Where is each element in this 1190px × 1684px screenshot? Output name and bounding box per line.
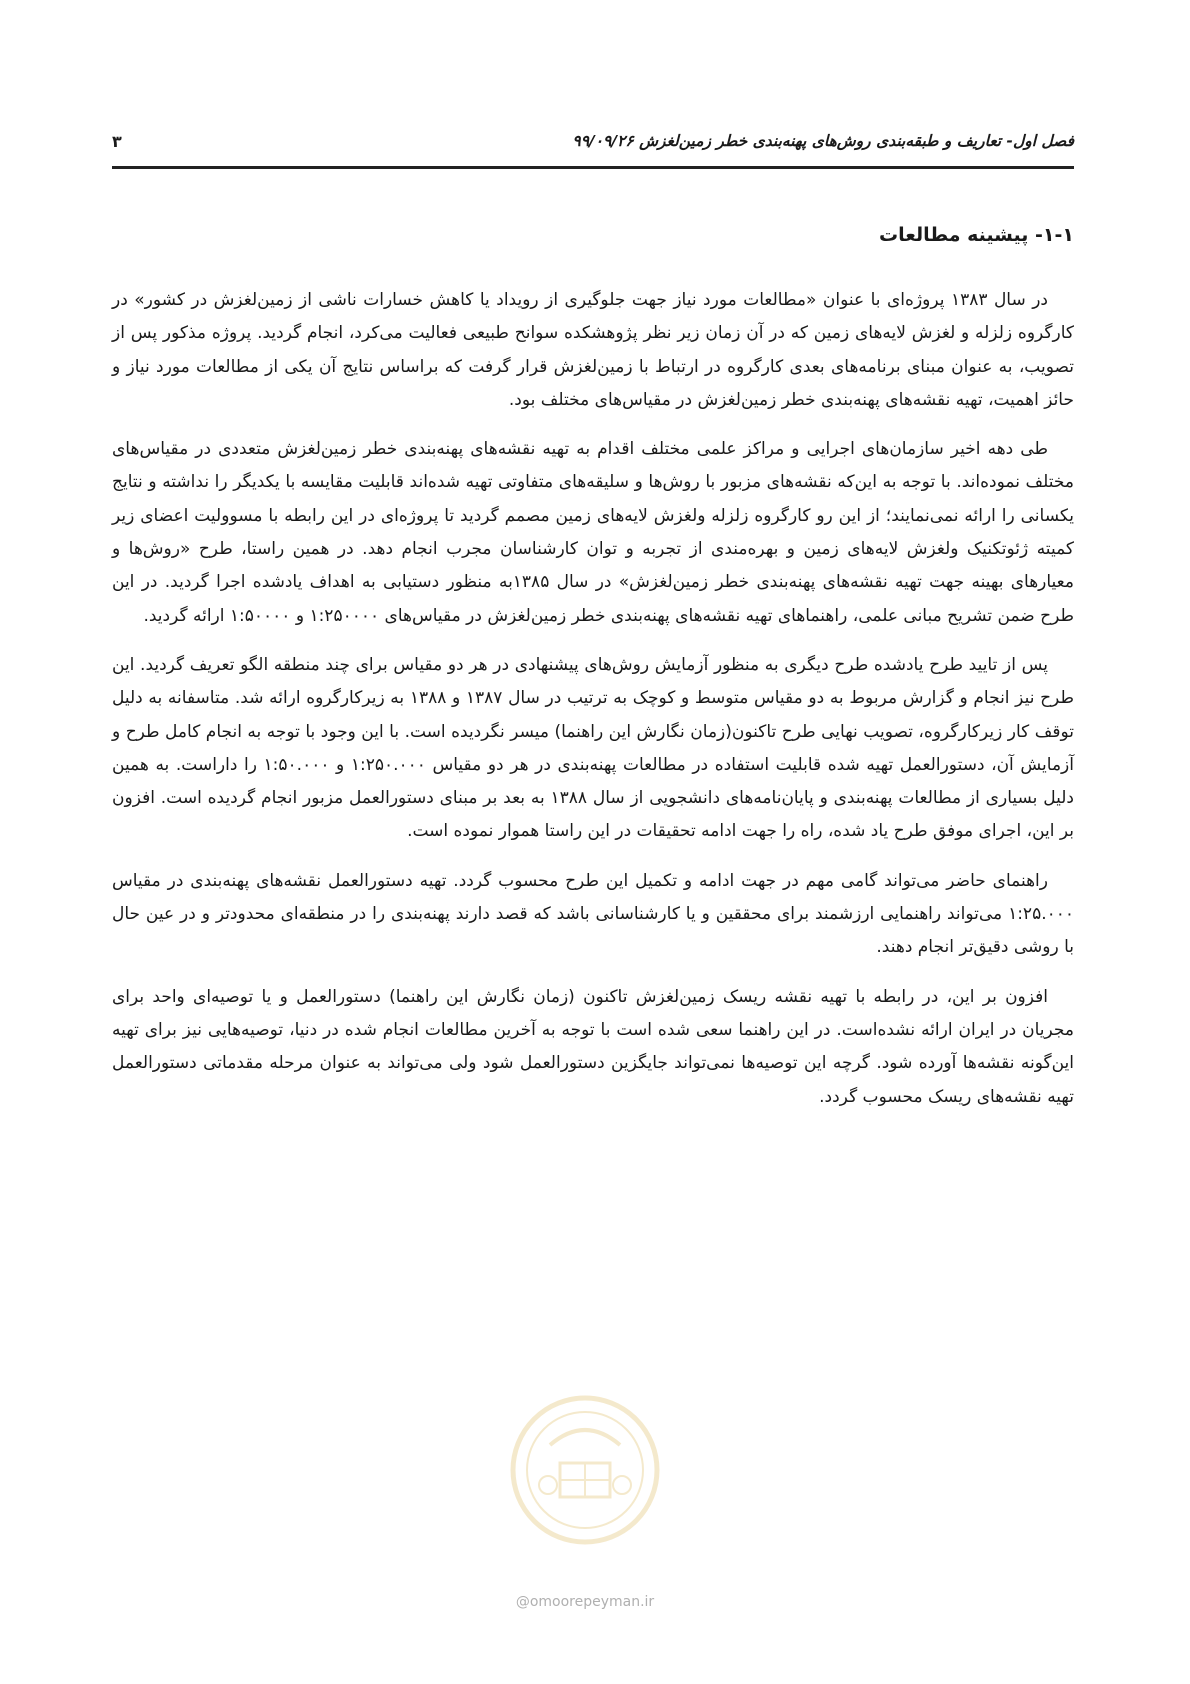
watermark-url: @omoorepeyman.ir: [515, 1594, 655, 1610]
paragraph: طی دهه اخیر سازمان‌های اجرایی و مراکز علمی مختلف اقدام به تهیه نقشه‌های پهنه‌بندی خطر زمین‌لغزش متعددی در مقیاس‌های مختلف نموده‌اند. با توجه به این‌که نقشه‌های مزبور با روش‌ها و سلیقه‌های متفاوتی تهیه شده‌اند قابلیت مقایسه با یکدیگر را نداشته و نتایج یکسانی را ارائه نمی‌نمایند؛ از این رو کارگروه زلزله ولغزش لایه‌های زمین مصمم گردید تا پروژه‌ای در این رابطه با مسوولیت اعضای زیر کمیته ژئوتکنیک ولغزش لایه‌های زمین و بهره‌مندی از تجربه و توان کارشناسان مجرب انجام دهد. در همین راستا، طرح «روش‌ها و معیارهای بهینه جهت تهیه نقشه‌های پهنه‌بندی خطر زمین‌لغزش» در سال ۱۳۸۵به منظور دستیابی به اهداف یادشده اجرا گردید. در این طرح ضمن تشریح مبانی علمی، راهنماهای تهیه نقشه‌های پهنه‌بندی خطر زمین‌لغزش در مقیاس‌های ۱:۲۵۰۰۰۰ و ۱:۵۰۰۰۰ ارائه گردید.: [112, 439, 1074, 626]
paragraph: در سال ۱۳۸۳ پروژه‌ای با عنوان «مطالعات مورد نیاز جهت جلوگیری از رویداد یا کاهش خسارات ناشی از زمین‌لغزش در کشور» در کارگروه زلزله و لغزش لایه‌های زمین که در آن زمان زیر نظر پژوهشکده سوانح طبیعی فعالیت می‌کرد، انجام گردید. پروژه مذکور پس از تصویب، به عنوان مبنای برنامه‌های بعدی کارگروه در ارتباط با زمین‌لغزش قرار گرفت که براساس نتایج آن یکی از مطالعات مورد نیاز و حائز اهمیت، تهیه نقشه‌های پهنه‌بندی خطر زمین‌لغزش در مقیاس‌های مختلف بود.: [112, 290, 1074, 410]
header-title: فصل اول- تعاریف و طبقه‌بندی روش‌های پهنه‌بندی خطر زمین‌لغزش ۹۹/۰۹/۲۶: [572, 132, 1074, 150]
paragraph: پس از تایید طرح یادشده طرح دیگری به منظور آزمایش روش‌های پیشنهادی در هر دو مقیاس برای چند منطقه الگو تعریف گردید. این طرح نیز انجام و گزارش مربوط به دو مقیاس متوسط و کوچک به ترتیب در سال ۱۳۸۷ و ۱۳۸۸ به زیرکارگروه ارائه شد. متاسفانه به دلیل توقف کار زیرکارگروه، تصویب نهایی طرح تاکنون(زمان نگارش این راهنما) میسر نگردیده است. با این وجود با توجه به انجام کامل طرح و آزمایش آن، دستورالعمل تهیه شده قابلیت استفاده در مطالعات پهنه‌بندی در هر دو مقیاس ۱:۲۵۰.۰۰۰ و ۱:۵۰.۰۰۰ را داراست. به همین دلیل بسیاری از مطالعات پهنه‌بندی و پایان‌نامه‌های دانشجویی از سال ۱۳۸۸ به بعد بر مبنای دستورالعمل مزبور انجام گردیده است. افزون بر این، اجرای موفق طرح یاد شده، راه را جهت ادامه تحقیقات در این راستا هموار نموده است.: [112, 654, 1074, 842]
page-header: [112, 132, 1074, 169]
body-text: [112, 284, 1074, 1130]
watermark-logo-icon: [490, 1385, 680, 1555]
page-number: ۳: [112, 132, 122, 151]
paragraph: افزون بر این، در رابطه با تهیه نقشه ریسک زمین‌لغزش تاکنون (زمان نگارش این راهنما) دستورالعمل و یا توصیه‌ای واحد برای مجریان در ایران ارائه نشده‌است. در این راهنما سعی شده است با توجه به آخرین مطالعات انجام شده در دنیا، توصیه‌هایی نیز برای تهیه این‌گونه نقشه‌ها آورده شود. گرچه این توصیه‌ها نمی‌تواند جایگزین دستورالعمل شود ولی می‌تواند به عنوان مرحله مقدماتی دستورالعمل تهیه نقشه‌های ریسک محسوب گردد.: [112, 986, 1074, 1107]
section-heading: ۱-۱- پیشینه مطالعات: [879, 224, 1074, 246]
paragraph: راهنمای حاضر می‌تواند گامی مهم در جهت ادامه و تکمیل این طرح محسوب گردد. تهیه دستورالعمل نقشه‌های پهنه‌بندی در مقیاس ۱:۲۵.۰۰۰ می‌تواند راهنمایی ارزشمند برای محققین و یا کارشناسانی باشد که قصد دارند پهنه‌بندی را در منطقه‌ای محدودتر و در عین حال با روشی دقیق‌تر انجام دهند.: [112, 870, 1074, 958]
